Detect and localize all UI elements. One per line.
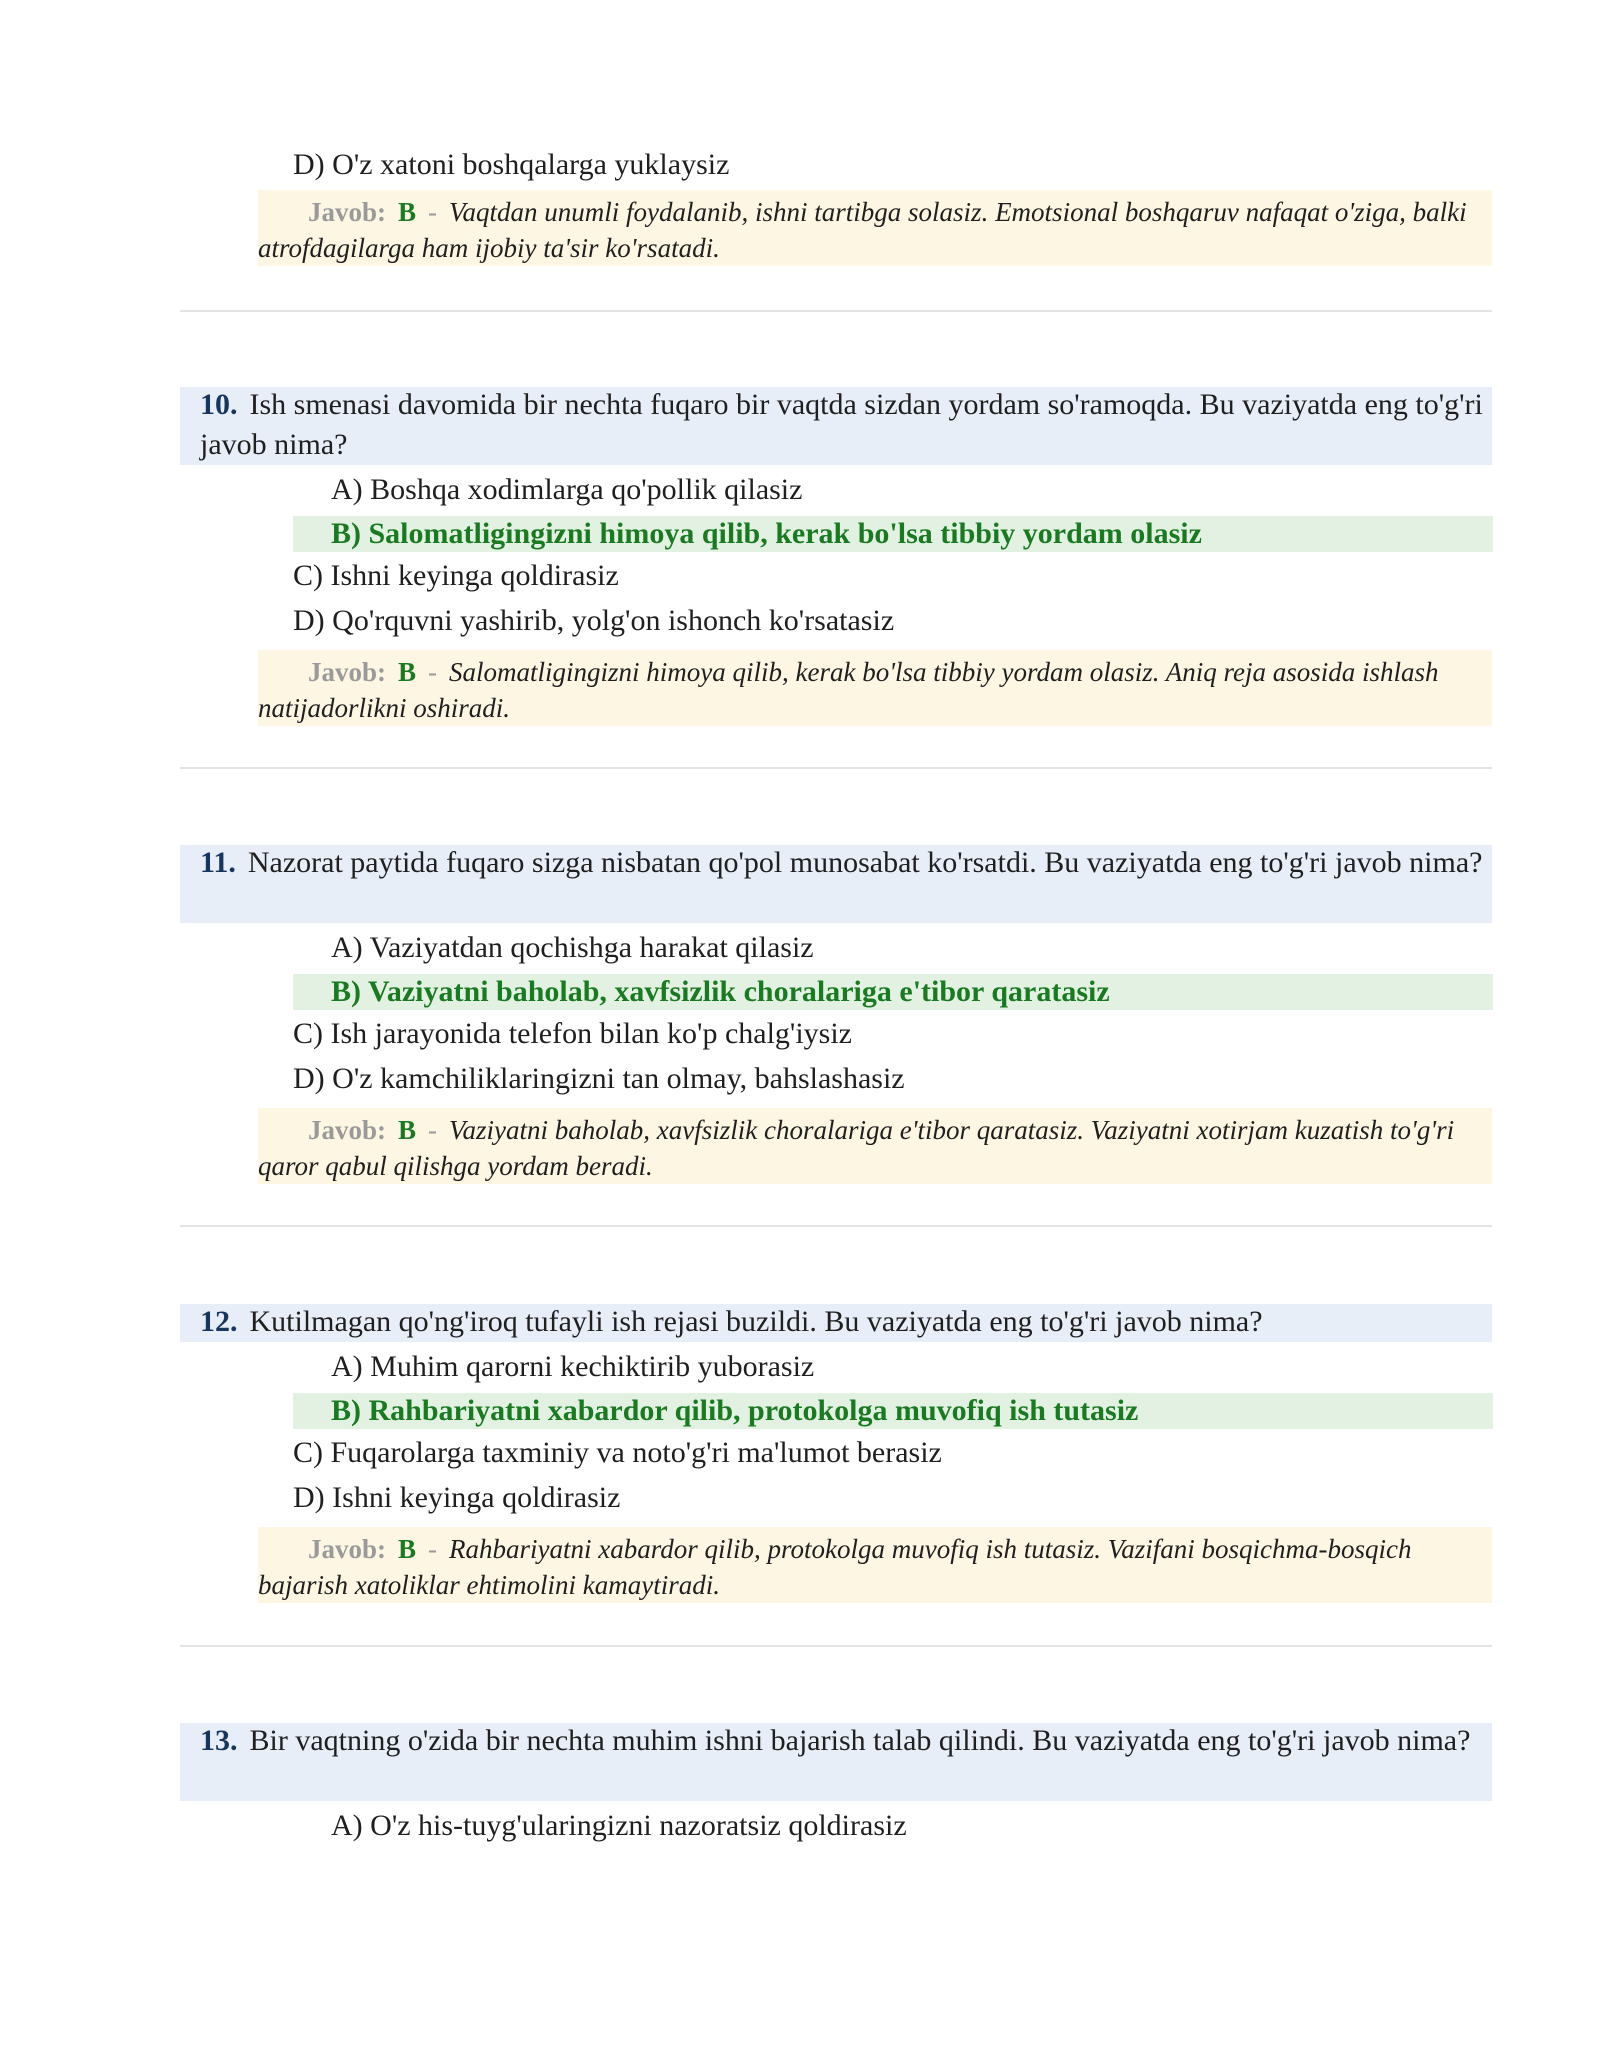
question-text-block — [180, 1302, 1492, 1342]
option-a: A) Vaziyatdan qochishga harakat qilasiz — [331, 931, 814, 964]
option-b-correct: B) Rahbariyatni xabardor qilib, protokolga muvofiq ish tutasiz — [293, 1393, 1493, 1429]
question-text: Ish smenasi davomida bir nechta fuqaro bir vaqtda sizdan yordam so'ramoqda. Bu vaziyatda eng to'g'ri javob nima? — [200, 388, 1483, 461]
question-number: 10. — [200, 388, 238, 421]
question-number: 12. — [200, 1305, 238, 1338]
option-c: C) Fuqarolarga taxminiy va noto'g'ri ma'lumot berasiz — [293, 1436, 942, 1469]
question-12 — [180, 1302, 1492, 1342]
divider — [180, 767, 1492, 769]
answer-box — [258, 190, 1492, 266]
answer-label: Javob: — [308, 657, 387, 687]
option-b-correct: B) Vaziyatni baholab, xavfsizlik choralariga e'tibor qaratasiz — [293, 974, 1493, 1010]
option-d: D) O'z kamchiliklaringizni tan olmay, bahslashasiz — [293, 1062, 905, 1095]
answer-box — [258, 650, 1492, 726]
question-text: Kutilmagan qo'ng'iroq tufayli ish rejasi buzildi. Bu vaziyatda eng to'g'ri javob nima? — [249, 1305, 1263, 1338]
question-text-block — [180, 1721, 1492, 1761]
option-c: C) Ishni keyinga qoldirasiz — [293, 559, 619, 592]
divider — [180, 310, 1492, 312]
answer-letter: B — [398, 1115, 417, 1145]
question-number: 11. — [200, 846, 236, 879]
question-text-block — [180, 843, 1492, 883]
divider — [180, 1645, 1492, 1647]
question-11 — [180, 843, 1492, 883]
question-13 — [180, 1721, 1492, 1761]
divider — [180, 1225, 1492, 1227]
answer-separator: - — [428, 197, 438, 227]
answer-label: Javob: — [308, 1115, 387, 1145]
answer-separator: - — [428, 657, 438, 687]
answer-text: Salomatligingizni himoya qilib, kerak bo'lsa tibbiy yordam olasiz. Aniq reja asosida ishlash natijadorlikni oshiradi. — [258, 657, 1439, 723]
answer-separator: - — [428, 1115, 438, 1145]
answer-letter: B — [398, 1534, 417, 1564]
option-d: D) Ishni keyinga qoldirasiz — [293, 1481, 621, 1514]
answer-box — [258, 1527, 1492, 1603]
option-a: A) O'z his-tuyg'ularingizni nazoratsiz qoldirasiz — [331, 1809, 907, 1842]
answer-letter: B — [398, 657, 417, 687]
answer-text: Vaziyatni baholab, xavfsizlik choralariga e'tibor qaratasiz. Vaziyatni xotirjam kuzatish to'g'ri qaror qabul qilishga yordam beradi. — [258, 1115, 1455, 1181]
question-text: Bir vaqtning o'zida bir nechta muhim ishni bajarish talab qilindi. Bu vaziyatda eng to'g'ri javob nima? — [249, 1724, 1471, 1757]
question-number: 13. — [200, 1724, 238, 1757]
answer-box — [258, 1108, 1492, 1184]
question-text-block — [180, 385, 1492, 465]
question-10 — [180, 385, 1492, 465]
answer-separator: - — [428, 1534, 438, 1564]
answer-letter: B — [398, 197, 417, 227]
option-b-correct: B) Salomatligingizni himoya qilib, kerak bo'lsa tibbiy yordam olasiz — [293, 516, 1493, 552]
option-c: C) Ish jarayonida telefon bilan ko'p chalg'iysiz — [293, 1017, 852, 1050]
answer-text: Rahbariyatni xabardor qilib, protokolga muvofiq ish tutasiz. Vazifani bosqichma-bosqich bajarish xatoliklar ehtimolini kamaytiradi. — [258, 1534, 1412, 1600]
option-d: D) O'z xatoni boshqalarga yuklaysiz — [293, 148, 730, 181]
question-text: Nazorat paytida fuqaro sizga nisbatan qo'pol munosabat ko'rsatdi. Bu vaziyatda eng to'g'ri javob nima? — [247, 846, 1483, 879]
answer-text: Vaqtdan unumli foydalanib, ishni tartibga solasiz. Emotsional boshqaruv nafaqat o'ziga, balki atrofdagilarga ham ijobiy ta'sir ko'rsatadi. — [258, 197, 1467, 263]
option-a: A) Muhim qarorni kechiktirib yuborasiz — [331, 1350, 815, 1383]
answer-label: Javob: — [308, 1534, 387, 1564]
answer-label: Javob: — [308, 197, 387, 227]
option-d: D) Qo'rquvni yashirib, yolg'on ishonch ko'rsatasiz — [293, 604, 895, 637]
option-a: A) Boshqa xodimlarga qo'pollik qilasiz — [331, 473, 803, 506]
